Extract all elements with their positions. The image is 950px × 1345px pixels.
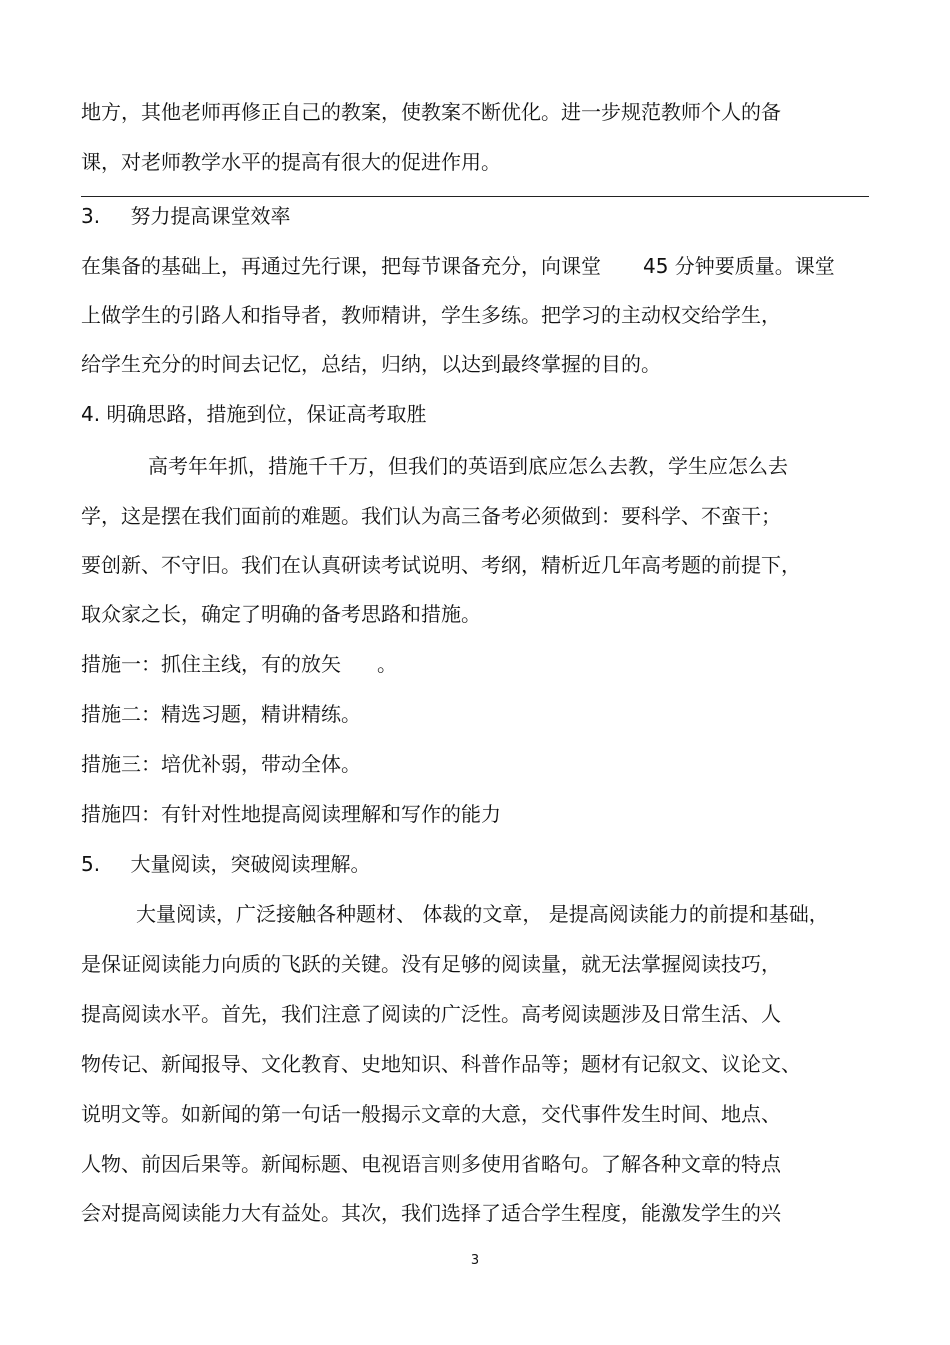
section-heading-5: [81, 850, 370, 878]
paragraph-text: 45 分钟要质量。课堂: [643, 254, 835, 278]
paragraph-line: 要创新、不守旧。我们在认真研读考试说明、考纲，精析近几年高考题的前提下，: [81, 553, 801, 577]
paragraph-line: 会对提高阅读能力大有益处。其次，我们选择了适合学生程度，能激发学生的兴: [81, 1201, 781, 1225]
measure-item-3: 措施三：培优补弱，带动全体。: [81, 752, 361, 776]
page-number: 3: [470, 1253, 480, 1268]
measure-item-2: 措施二：精选习题，精讲精练。: [81, 702, 361, 726]
section-title: 大量阅读，突破阅读理解。: [130, 852, 371, 876]
paragraph-text: 在集备的基础上，再通过先行课，把每节课备充分，向课堂: [81, 254, 601, 278]
paragraph-line: 学，这是摆在我们面前的难题。我们认为高三备考必须做到：要科学、不蛮干；: [81, 504, 781, 528]
measure-item-1: [81, 650, 397, 678]
section-number: 5.: [81, 852, 101, 876]
section-heading-4: 4. 明确思路，措施到位，保证高考取胜: [81, 402, 427, 426]
paragraph-line: 物传记、新闻报导、文化教育、史地知识、科普作品等；题材有记叙文、议论文、: [81, 1052, 801, 1076]
horizontal-rule: [81, 196, 869, 197]
measure-punctuation: 。: [377, 652, 397, 676]
paragraph-line: 高考年年抓，措施千千万，但我们的英语到底应怎么去教，学生应怎么去: [148, 454, 788, 478]
paragraph-line: 是保证阅读能力向质的飞跃的关键。没有足够的阅读量，就无法掌握阅读技巧，: [81, 952, 781, 976]
paragraph-line: [81, 252, 835, 280]
paragraph-line: 上做学生的引路人和指导者，教师精讲，学生多练。把学习的主动权交给学生，: [81, 303, 781, 327]
paragraph-line: 课，对老师教学水平的提高有很大的促进作用。: [81, 150, 501, 174]
paragraph-line: 大量阅读，广泛接触各种题材、 体裁的文章， 是提高阅读能力的前提和基础，: [136, 902, 829, 926]
measure-item-4: 措施四：有针对性地提高阅读理解和写作的能力: [81, 802, 501, 826]
section-heading-3: [81, 202, 290, 230]
paragraph-line: 取众家之长，确定了明确的备考思路和措施。: [81, 602, 481, 626]
paragraph-line: 地方，其他老师再修正自己的教案，使教案不断优化。进一步规范教师个人的备: [81, 100, 781, 124]
section-title: 努力提高课堂效率: [130, 204, 291, 228]
paragraph-line: 说明文等。如新闻的第一句话一般揭示文章的大意，交代事件发生时间、地点、: [81, 1102, 781, 1126]
paragraph-line: 人物、前因后果等。新闻标题、电视语言则多使用省略句。了解各种文章的特点: [81, 1152, 781, 1176]
section-number: 3.: [81, 204, 101, 228]
measure-text: 措施一：抓住主线，有的放矢: [81, 652, 341, 676]
paragraph-line: 提高阅读水平。首先，我们注意了阅读的广泛性。高考阅读题涉及日常生活、人: [81, 1002, 781, 1026]
paragraph-line: 给学生充分的时间去记忆，总结，归纳，以达到最终掌握的目的。: [81, 352, 661, 376]
